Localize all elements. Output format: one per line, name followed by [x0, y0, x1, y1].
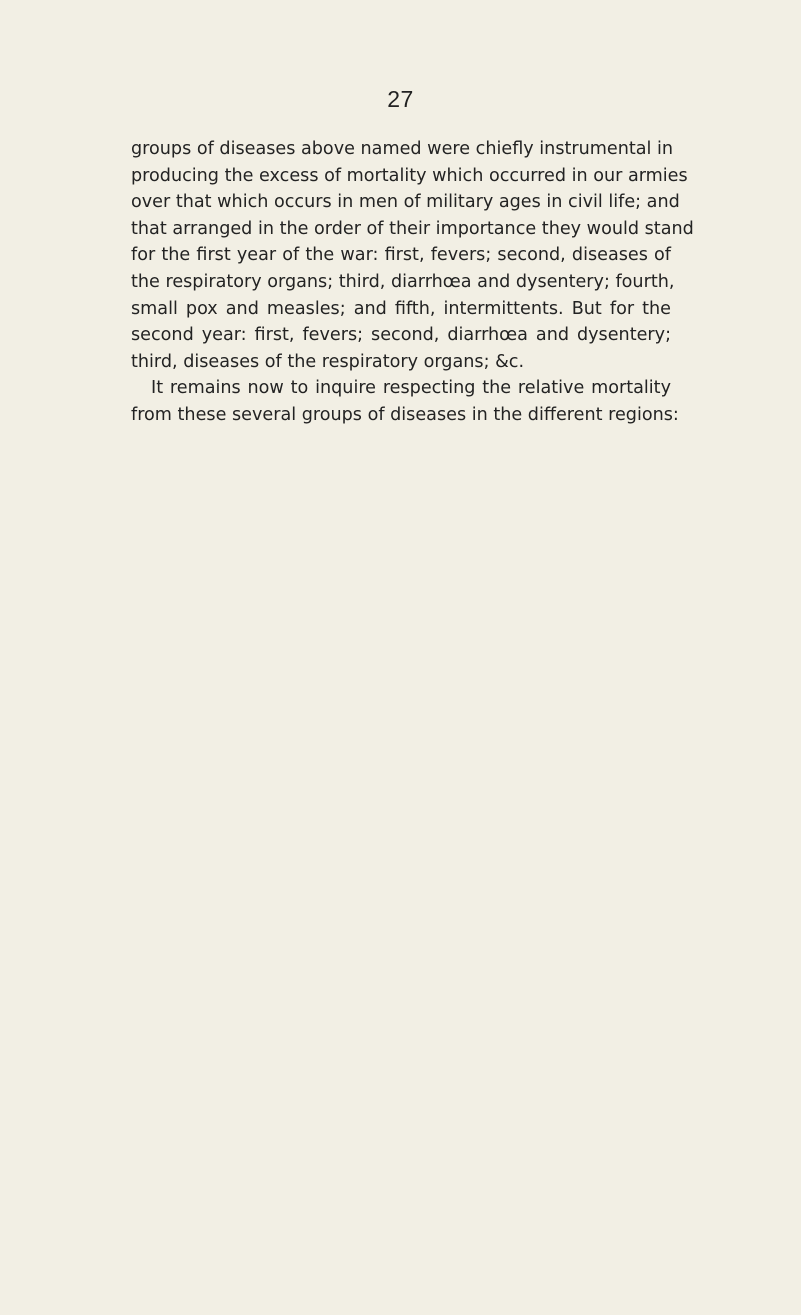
text-line: for the first year of the war: first, fevers; second, diseases of: [131, 245, 671, 266]
text-line: that arranged in the order of their importance they would stand: [131, 218, 694, 239]
text-line: small pox and measles; and fifth, intermittents. But for the: [131, 298, 671, 319]
paragraph: [131, 375, 679, 428]
text-line: from these several groups of diseases in the different regions:: [131, 404, 679, 425]
page-number: 27: [387, 86, 414, 112]
paragraph: [131, 136, 694, 375]
text-line: over that which occurs in men of military ages in civil life; and: [131, 192, 680, 213]
text-line: groups of diseases above named were chiefly instrumental in: [131, 139, 674, 159]
text-line: second year: first, fevers; second, diarrhœa and dysentery;: [131, 325, 671, 346]
text-line: third, diseases of the respiratory organs; &c.: [131, 351, 525, 372]
text-line: It remains now to inquire respecting the relative mortality: [151, 378, 671, 399]
text-line: the respiratory organs; third, diarrhœa and dysentery; fourth,: [131, 271, 675, 292]
body-text: [131, 136, 694, 429]
text-line: producing the excess of mortality which occurred in our armies: [131, 165, 688, 186]
